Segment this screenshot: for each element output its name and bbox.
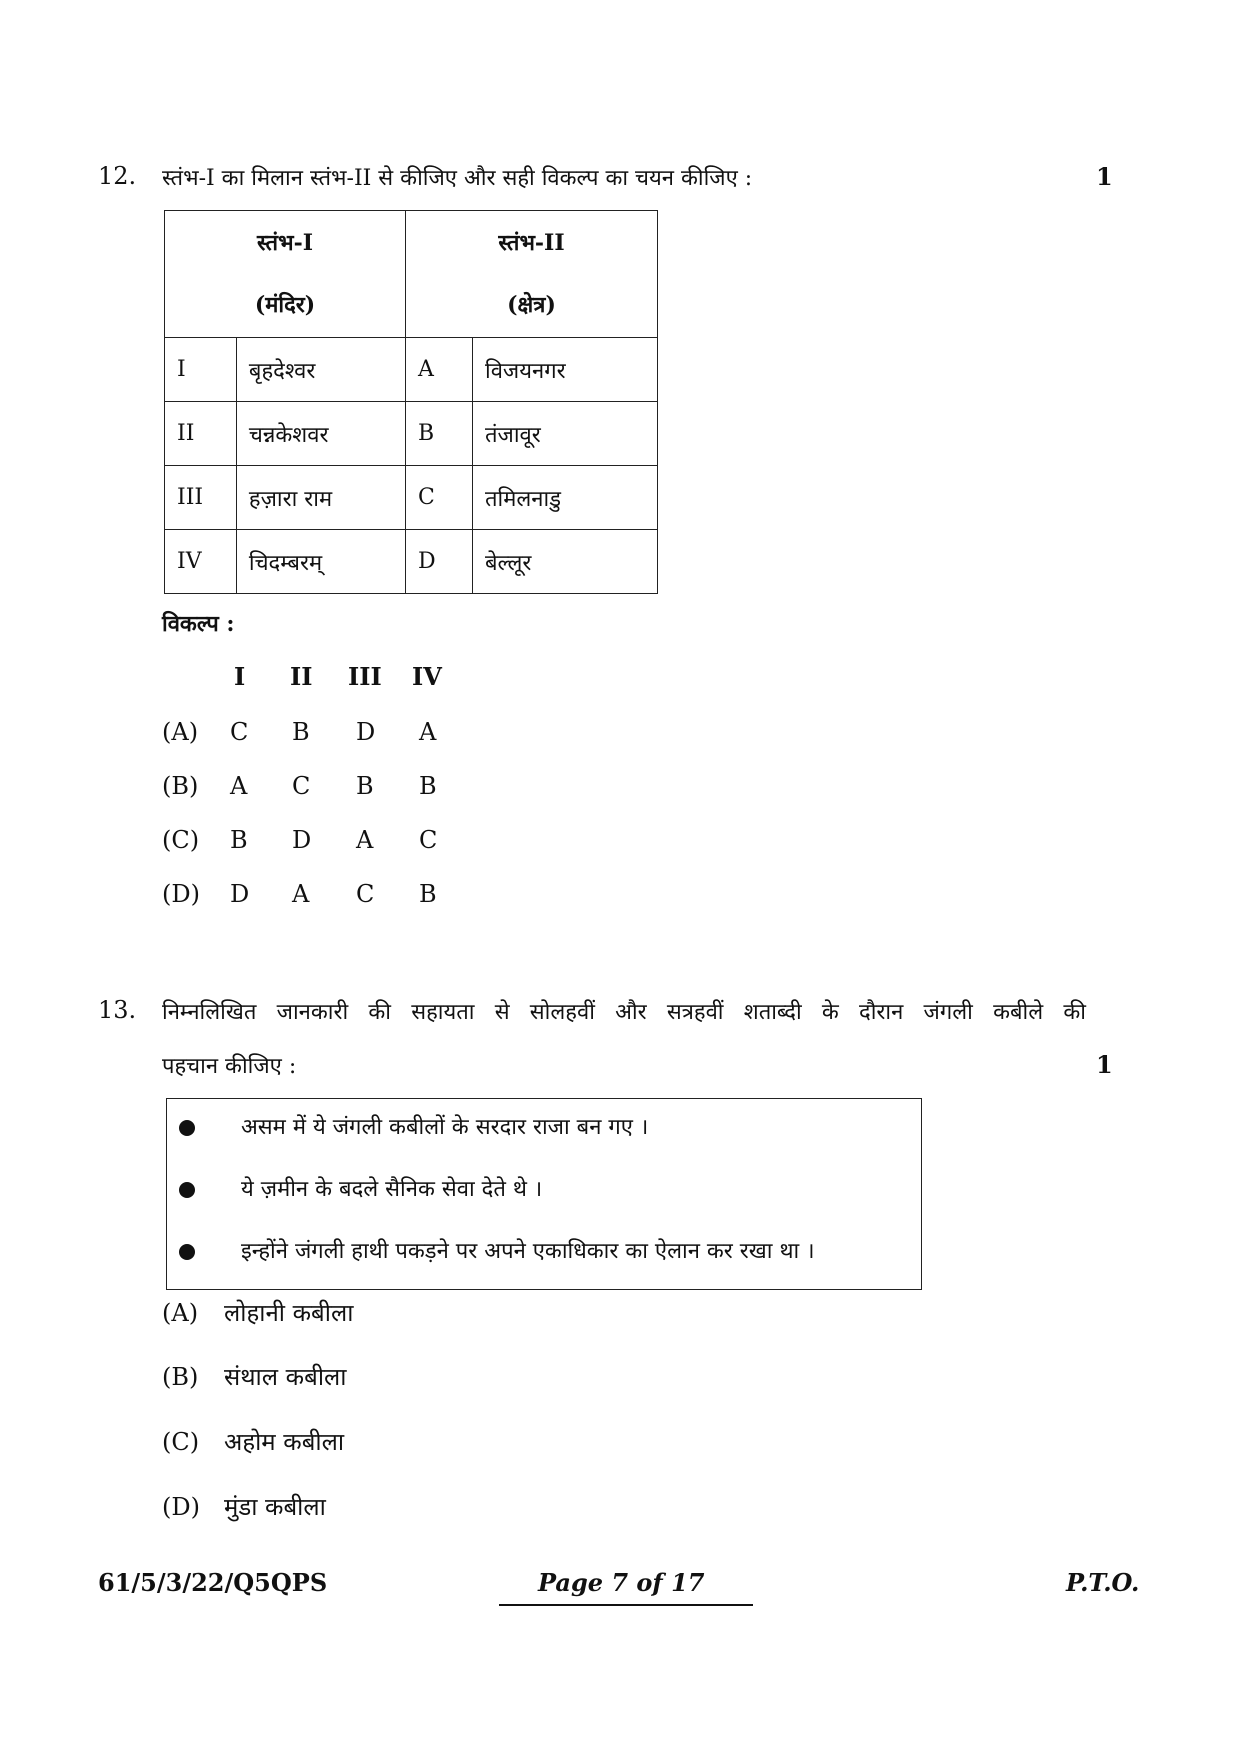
- bullet-icon: [179, 1244, 195, 1260]
- answer-option-c[interactable]: (C) अहोम कबीला: [162, 1428, 345, 1456]
- question-12-marks: 1: [1096, 162, 1113, 191]
- page-number-underline: [499, 1604, 753, 1606]
- table-row: I बृहदेश्वर A विजयनगर: [165, 338, 658, 402]
- options-label: विकल्प :: [162, 611, 235, 637]
- bullet-icon: [179, 1120, 195, 1136]
- column-2-header: स्तंभ-II (क्षेत्र): [406, 211, 658, 338]
- clue-box: [166, 1098, 922, 1290]
- answer-option-d[interactable]: (D) मुंडा कबीला: [162, 1493, 326, 1521]
- question-12-number: 12.: [98, 162, 137, 190]
- table-row: IV चिदम्बरम् D बेल्लूर: [165, 530, 658, 594]
- question-13-text-line1: निम्नलिखित जानकारी की सहायता से सोलहवीं और सत्रहवीं शताब्दी के दौरान जंगली कबीले की: [162, 1000, 1086, 1025]
- page-number: Page 7 of 17: [538, 1568, 705, 1597]
- question-13-number: 13.: [98, 996, 137, 1024]
- table-row: III हज़ारा राम C तमिलनाडु: [165, 466, 658, 530]
- answer-option-a[interactable]: (A) लोहानी कबीला: [162, 1299, 354, 1327]
- clue-item: इन्होंने जंगली हाथी पकड़ने पर अपने एकाधिकार का ऐलान कर रखा था ।: [179, 1235, 815, 1265]
- question-12-text: स्तंभ-I का मिलान स्तंभ-II से कीजिए और सही विकल्प का चयन कीजिए :: [162, 166, 753, 191]
- table-row: II चन्नकेशवर B तंजावूर: [165, 402, 658, 466]
- pto-label: P.T.O.: [1066, 1568, 1140, 1597]
- column-1-header: स्तंभ-I (मंदिर): [165, 211, 406, 338]
- match-table: [164, 210, 658, 594]
- answer-option-b[interactable]: (B) संथाल कबीला: [162, 1363, 347, 1391]
- bullet-icon: [179, 1182, 195, 1198]
- paper-code: 61/5/3/22/Q5QPS: [98, 1568, 328, 1597]
- question-13-text-line2: पहचान कीजिए :: [162, 1054, 297, 1079]
- clue-item: असम में ये जंगली कबीलों के सरदार राजा बन गए ।: [179, 1111, 648, 1141]
- clue-item: ये ज़मीन के बदले सैनिक सेवा देते थे ।: [179, 1173, 542, 1203]
- question-13-marks: 1: [1096, 1050, 1113, 1079]
